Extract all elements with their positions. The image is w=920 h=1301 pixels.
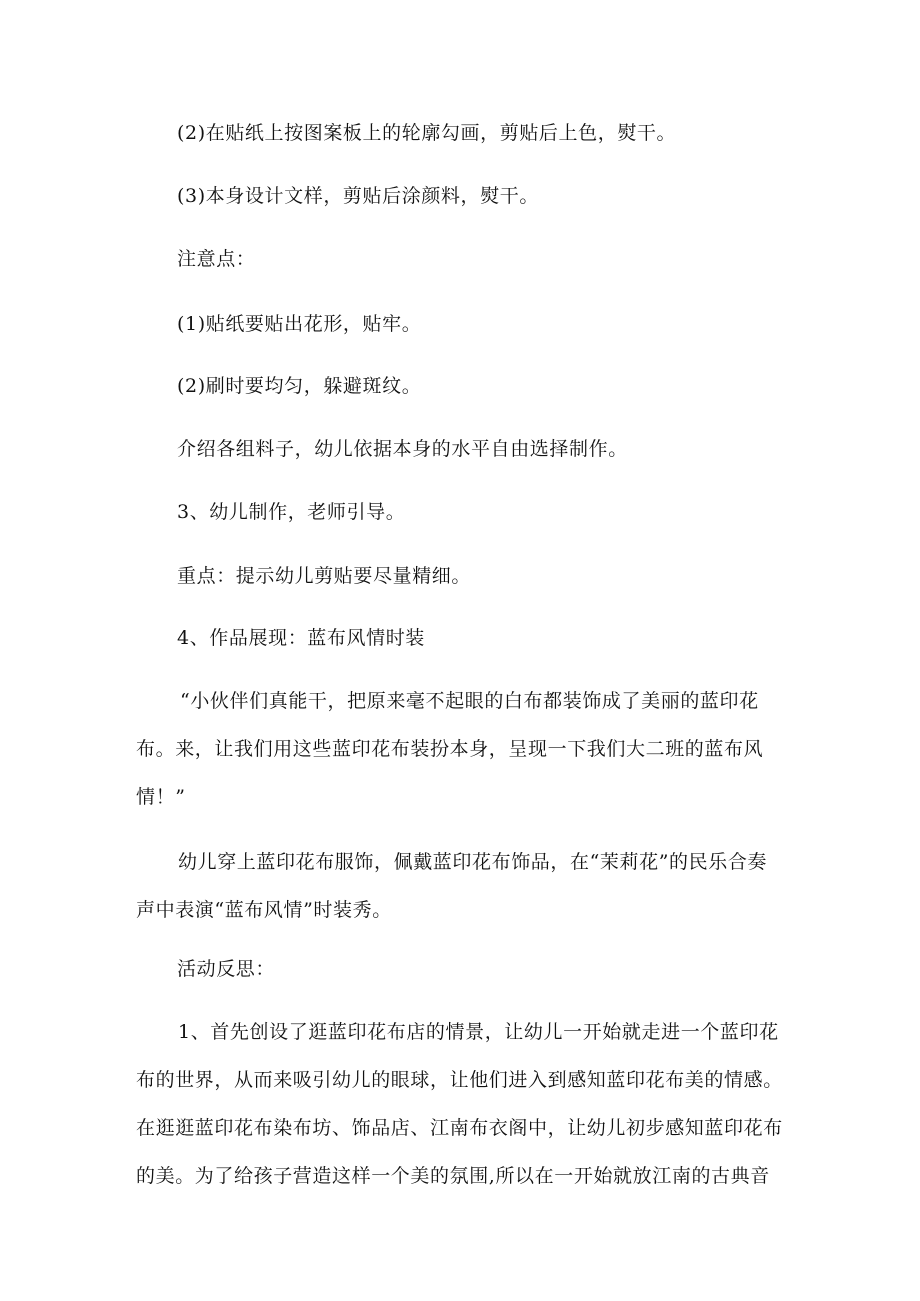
key-point-text: 重点：提示幼儿剪贴要尽量精细。 — [177, 565, 472, 587]
teacher-quote-paragraph — [136, 688, 796, 810]
quote-line-2: 布。来，让我们用这些蓝印花布装扮本身，呈现一下我们大二班的蓝布风 — [136, 738, 764, 760]
reflection-paragraph — [136, 1019, 796, 1189]
materials-intro-text: 介绍各组料子，幼儿依据本身的水平自由选择制作。 — [177, 438, 628, 460]
reflection-line-2: 布的世界，从而来吸引幼儿的眼球，让他们进入到感知蓝印花布美的情感。 — [136, 1069, 783, 1091]
reflection-line-1: 1、首先创设了逛蓝印花布店的情景，让幼儿一开始就走进一个蓝印花 — [178, 1021, 779, 1043]
step-3-text: (3)本身设计文样，剪贴后涂颜料，熨干。 — [177, 185, 539, 207]
quote-line-1: “小伙伴们真能干，把原来毫不起眼的白布都装饰成了美丽的蓝印花 — [180, 690, 759, 712]
show-line-1: 幼儿穿上蓝印花布服饰，佩戴蓝印花布饰品，在“茉莉花”的民乐合奏 — [178, 851, 768, 873]
section-3-heading: 3、幼儿制作，老师引导。 — [177, 501, 406, 523]
step-2-text: (2)在贴纸上按图案板上的轮廓勾画，剪贴后上色，熨干。 — [177, 122, 677, 144]
quote-line-3: 情！” — [136, 786, 186, 808]
reflection-line-4: 的美。为了给孩子营造这样一个美的氛围,所以在一开始就放江南的古典音 — [136, 1165, 770, 1187]
section-4-heading: 4、作品展现：蓝布风情时装 — [177, 627, 425, 649]
reflection-heading: 活动反思： — [177, 958, 276, 980]
note-2-text: (2)刷时要均匀，躲避斑纹。 — [177, 375, 422, 397]
show-line-2: 声中表演“蓝布风情”时装秀。 — [136, 899, 392, 921]
fashion-show-paragraph — [136, 849, 796, 923]
reflection-line-3: 在逛逛蓝印花布染布坊、饰品店、江南布衣阁中，让幼儿初步感知蓝印花布 — [136, 1117, 783, 1139]
note-1-text: (1)贴纸要贴出花形，贴牢。 — [177, 313, 422, 335]
notes-heading: 注意点： — [177, 248, 256, 270]
